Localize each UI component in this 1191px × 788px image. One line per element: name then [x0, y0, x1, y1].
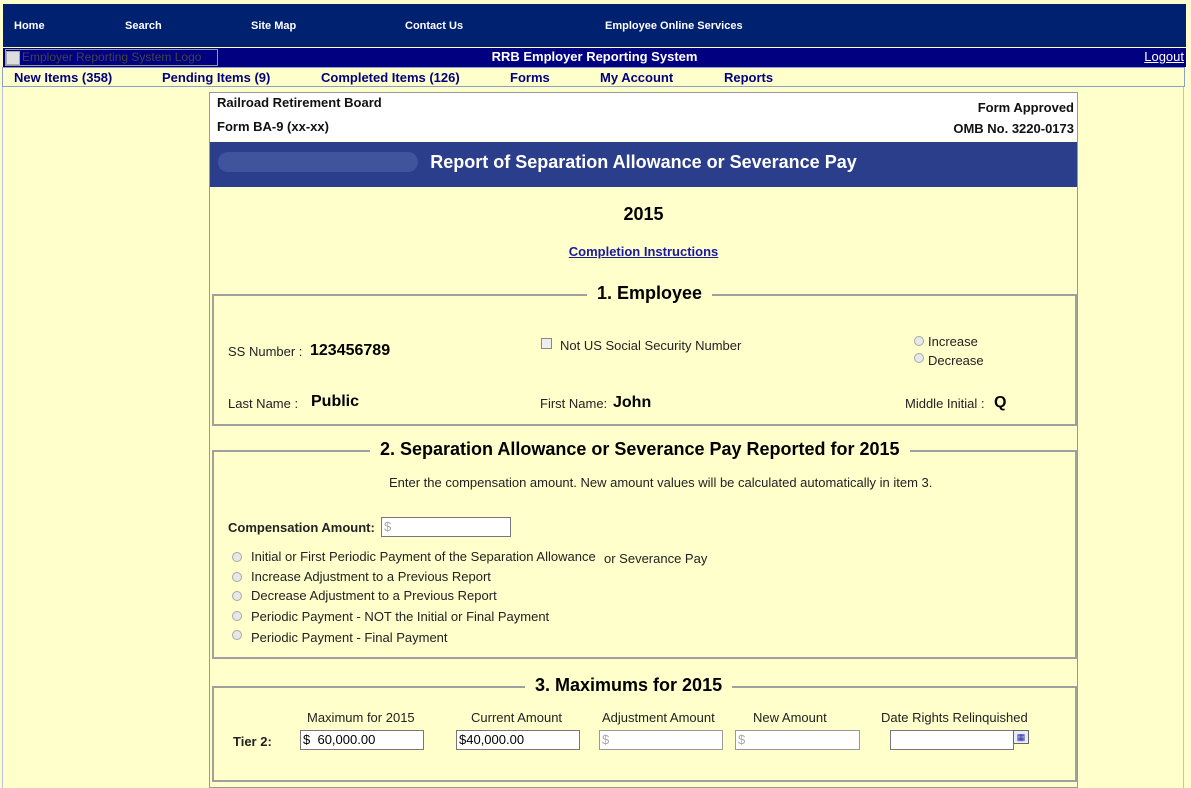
- section-employee-legend: 1. Employee: [587, 283, 712, 304]
- increase-radio[interactable]: [914, 336, 924, 346]
- payment-type-label-increase: Increase Adjustment to a Previous Report: [251, 569, 491, 584]
- section-employee: [212, 283, 1077, 426]
- title-bar: [3, 48, 1186, 67]
- compensation-placeholder: $: [384, 519, 392, 534]
- new-amount-field: [735, 730, 860, 750]
- nav-forms[interactable]: Forms: [510, 70, 550, 85]
- payment-type-radio-initial[interactable]: [232, 552, 242, 562]
- payment-type-radio-increase[interactable]: [232, 572, 242, 582]
- agency-name: Railroad Retirement Board: [217, 95, 382, 110]
- payment-type-radio-final[interactable]: [232, 630, 242, 640]
- first-name-value: John: [613, 394, 652, 411]
- nav-contact-us-link[interactable]: Contact Us: [405, 20, 464, 32]
- current-value: $40,000.00: [459, 732, 525, 747]
- payment-type-label-initial: Initial or First Periodic Payment of the Separation Allowance: [251, 549, 596, 564]
- section-separation-allowance: [212, 439, 1077, 659]
- nav-search-link[interactable]: Search: [125, 20, 162, 32]
- payment-type-label-initial-cont: or Severance Pay: [604, 551, 708, 566]
- increase-label: Increase: [928, 334, 978, 349]
- maximum-currency: $: [303, 732, 311, 747]
- section-maximums: [212, 675, 1077, 782]
- calendar-icon[interactable]: ▦: [1013, 730, 1029, 744]
- ssn-label: SS Number :: [228, 344, 303, 359]
- col-adjustment-header: Adjustment Amount: [602, 710, 715, 725]
- system-name: RRB Employer Reporting System: [491, 49, 698, 64]
- new-placeholder: $: [738, 732, 746, 747]
- nav-site-map-link[interactable]: Site Map: [251, 20, 297, 32]
- nav-completed-items[interactable]: Completed Items (126): [321, 70, 460, 85]
- right-border-line: [1183, 87, 1184, 788]
- middle-initial-label: Middle Initial :: [905, 396, 985, 411]
- compensation-amount-input[interactable]: [381, 517, 511, 537]
- decrease-radio[interactable]: [914, 353, 924, 363]
- form-header: [210, 93, 1077, 141]
- col-maximum-header: Maximum for 2015: [307, 710, 415, 725]
- payment-type-radio-periodic[interactable]: [232, 611, 242, 621]
- decrease-label: Decrease: [928, 353, 984, 368]
- col-date-header: Date Rights Relinquished: [881, 710, 1028, 725]
- compensation-amount-label: Compensation Amount:: [228, 520, 375, 535]
- col-current-header: Current Amount: [471, 710, 563, 725]
- ba9-form: [209, 92, 1078, 788]
- not-us-ssn-label: Not US Social Security Number: [560, 338, 742, 353]
- maximum-amount-field: [300, 730, 424, 750]
- compensation-instruction: Enter the compensation amount. New amount values will be calculated automatically in item 3.: [389, 475, 933, 490]
- sub-nav: [2, 67, 1185, 87]
- first-name-label: First Name:: [540, 396, 608, 411]
- payment-type-label-decrease: Decrease Adjustment to a Previous Report: [251, 588, 497, 603]
- section-maximums-legend: 3. Maximums for 2015: [525, 675, 732, 696]
- payment-type-label-periodic: Periodic Payment - NOT the Initial or Final Payment: [251, 609, 550, 624]
- maximum-value: 60,000.00: [317, 732, 376, 747]
- nav-new-items[interactable]: New Items (358): [14, 70, 113, 85]
- payment-type-radio-decrease[interactable]: [232, 591, 242, 601]
- nav-employee-online-link[interactable]: Employee Online Services: [605, 20, 743, 32]
- nav-reports[interactable]: Reports: [724, 70, 774, 85]
- adjustment-amount-field: [599, 730, 723, 750]
- nav-pending-items[interactable]: Pending Items (9): [162, 70, 271, 85]
- section-separation-legend: 2. Separation Allowance or Severance Pay Reported for 2015: [370, 439, 910, 460]
- form-title-banner: [210, 142, 1077, 187]
- form-title: Report of Separation Allowance or Severance Pay: [430, 152, 857, 172]
- left-border-line: [2, 87, 3, 788]
- last-name-value: Public: [311, 393, 360, 410]
- tier2-label: Tier 2:: [233, 734, 272, 749]
- nav-home-link[interactable]: Home: [14, 20, 45, 32]
- adjustment-placeholder: $: [602, 732, 610, 747]
- ssn-value: 123456789: [310, 342, 391, 359]
- report-year: 2015: [623, 204, 664, 224]
- form-approved-text: Form Approved: [977, 100, 1074, 115]
- form-id: Form BA-9 (xx-xx): [217, 119, 329, 134]
- top-nav: [3, 4, 1186, 47]
- payment-type-label-final: Periodic Payment - Final Payment: [251, 630, 448, 645]
- logout-link[interactable]: Logout: [1144, 49, 1184, 64]
- current-amount-field: [456, 730, 580, 750]
- completion-instructions-link[interactable]: Completion Instructions: [568, 244, 719, 259]
- not-us-ssn-checkbox[interactable]: [541, 338, 552, 349]
- col-new-header: New Amount: [753, 710, 827, 725]
- omb-number: OMB No. 3220-0173: [953, 121, 1074, 136]
- middle-initial-value: Q: [994, 394, 1007, 411]
- last-name-label: Last Name :: [228, 396, 299, 411]
- logo-alt-text: Employer Reporting System Logo: [22, 50, 202, 64]
- nav-my-account[interactable]: My Account: [600, 70, 674, 85]
- date-rights-relinquished-input[interactable]: [890, 730, 1014, 750]
